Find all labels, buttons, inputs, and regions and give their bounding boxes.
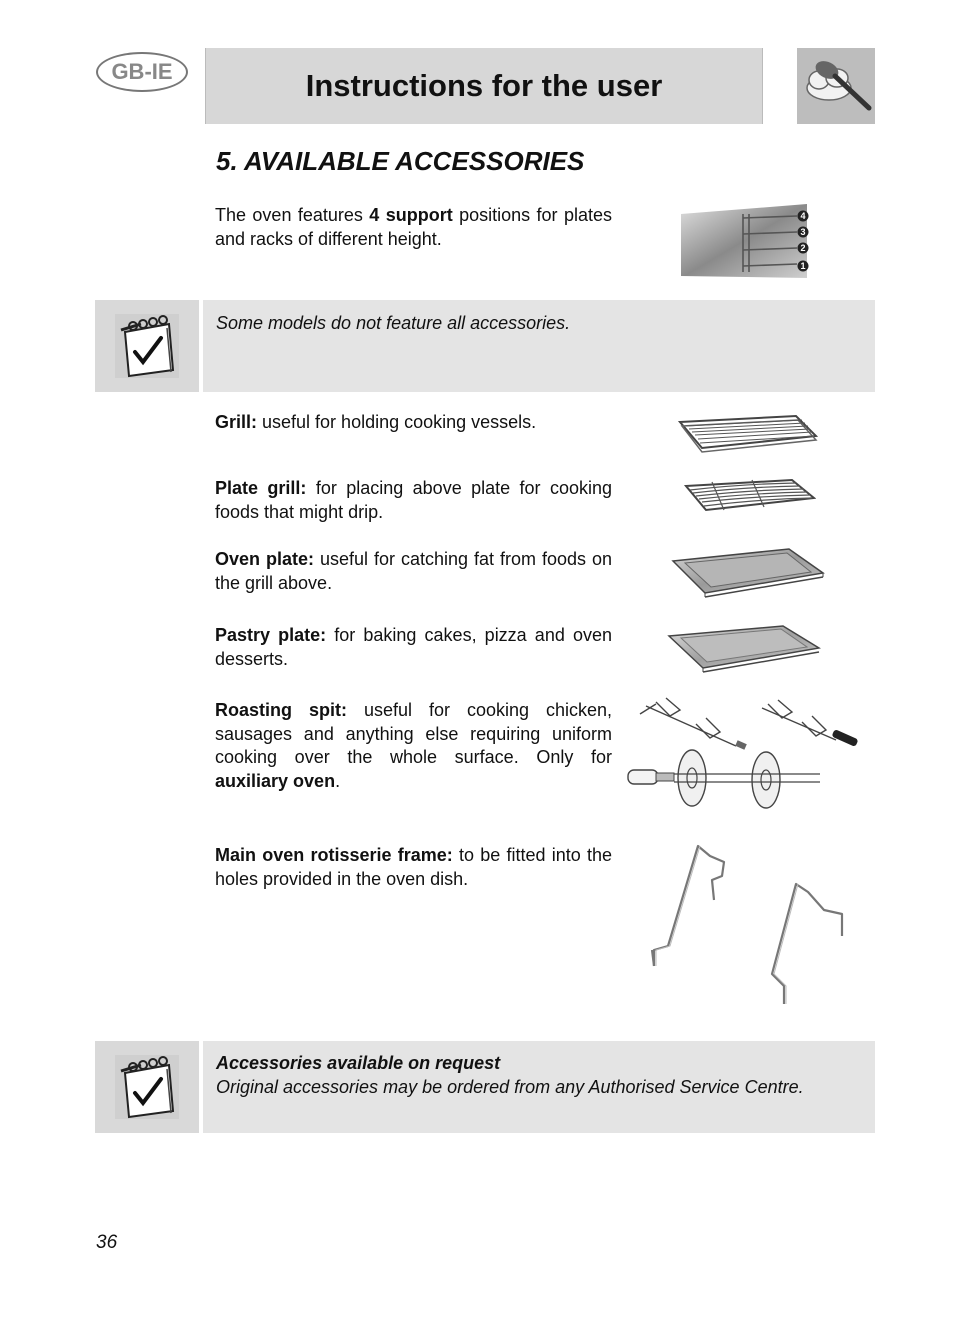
note-request-text: Accessories available on request Original accessories may be ordered from any Authorised Service Centre. <box>216 1052 868 1099</box>
page-number: 36 <box>96 1232 118 1253</box>
accessory-rotisserie-frame: Main oven rotisserie frame: to be fitted into the holes provided in the oven dish. <box>215 845 612 889</box>
note-box-request <box>95 1041 875 1133</box>
page-header-title: Instructions for the user <box>205 48 763 124</box>
rack-level-1: 1 <box>800 261 806 271</box>
note-icon-cell <box>95 300 203 392</box>
notepad-check-icon <box>111 310 183 382</box>
accessory-pastry-plate: Pastry plate: for baking cakes, pizza and oven desserts. <box>215 625 612 669</box>
note-text: Some models do not feature all accessories. <box>216 313 571 333</box>
note-icon-cell <box>95 1041 203 1133</box>
oven-plate-icon <box>671 545 825 599</box>
chef-hat-spoon-icon <box>797 48 875 124</box>
roasting-spit-icon <box>626 694 860 812</box>
accessory-oven-plate: Oven plate: useful for catching fat from foods on the grill above. <box>215 549 613 593</box>
note-request-title: Accessories available on request <box>216 1053 501 1073</box>
accessory-plate-grill: Plate grill: for placing above plate for cooking foods that might drip. <box>215 478 612 522</box>
region-badge: GB-IE <box>96 52 188 92</box>
rack-level-2: 2 <box>800 243 806 253</box>
note-box <box>95 300 875 392</box>
rack-level-4: 4 <box>800 211 806 221</box>
pastry-plate-icon <box>667 622 821 674</box>
section-title: 5. AVAILABLE ACCESSORIES <box>216 146 585 176</box>
notepad-check-icon <box>111 1051 183 1123</box>
intro-paragraph: The oven features 4 support positions for plates and racks of different height. <box>215 205 612 249</box>
accessory-roasting-spit: Roasting spit: useful for cooking chicken, sausages and anything else requiring uniform cooking over the whole surface. Only for auxiliary oven. <box>215 700 613 791</box>
oven-support-positions-icon <box>679 204 809 278</box>
oven-grill-rack-icon <box>676 412 818 454</box>
rotisserie-frame-icon <box>646 842 846 1008</box>
rack-level-3: 3 <box>800 227 806 237</box>
plate-grill-icon <box>682 474 816 516</box>
accessory-grill: Grill: useful for holding cooking vessels. <box>215 412 537 432</box>
